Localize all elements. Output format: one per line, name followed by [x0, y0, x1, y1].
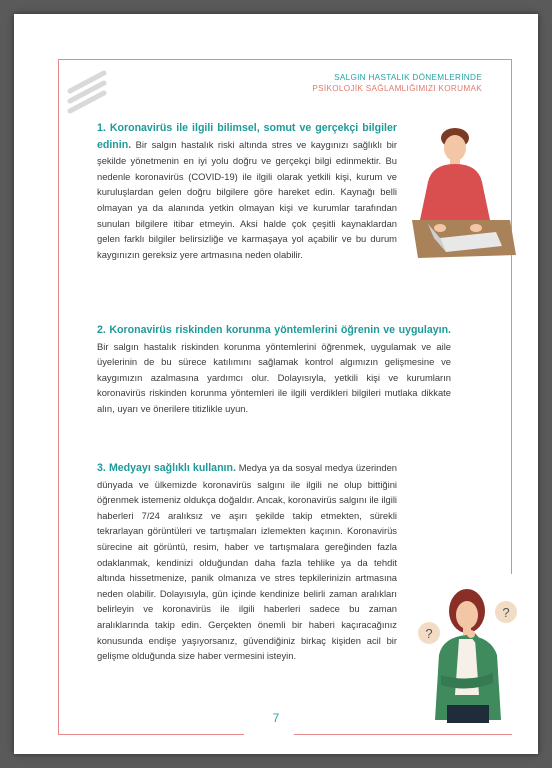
- section-3-title: 3. Medyayı sağlıklı kullanın.: [97, 462, 236, 474]
- page-header: [312, 72, 482, 94]
- section-2: [97, 322, 451, 417]
- section-1-title: 1. Koronavirüs ile ilgili bilimsel, somut ve gerçekçi bilgiler edinin.: [97, 122, 397, 151]
- section-1: [97, 120, 397, 262]
- question-mark-right: ?: [502, 605, 510, 620]
- section-3-body: Medya ya da sosyal medya üzerinden dünyada ve ülkemizde koronavirüs salgını ile ilgili ne olup bittiğini öğrenmek istemeniz oldukça doğaldır. Ancak, koronavirüs salgını ile ilgili haberleri 7/24 aralıksız ve aşırı şekilde takip etmekten, sürekli tekrarlayan görüntüleri ve tartışmaları izlemekten kaçının. Koronavirüs sürecine ait görüntü, resim, haber ve tartışmalara gereğinden fazla odaklanmak, kendinizi olduğundan daha fazla tehlike ya da tehdit altında hissetmenize, panik olmanıza ve stres tepkilerinizin artmasına neden olabilir. Dolayısıyla, gün içinde kendinize belirli zaman aralıkları belirleyin ve koronavirüs ile ilgili haberleri sadece bu zaman aralıklarında takip edin. Gerçekten önemli bir haberi kaçıracağınız konusunda endişe yaşıyorsanız, güvendiğiniz birkaç kişiden acil bir gelişme olduğunda size haber vermesini isteyin.: [97, 462, 397, 662]
- man-with-laptop-illustration: [410, 120, 516, 270]
- section-2-title: 2. Koronavirüs riskinden korunma yöntemlerini öğrenin ve uygulayın.: [97, 324, 451, 336]
- page-number: 7: [272, 711, 280, 725]
- decorative-stripes: [66, 69, 126, 119]
- section-3: [97, 460, 397, 664]
- header-line-2: PSİKOLOJİK SAĞLAMLIĞIMIZI KORUMAK: [312, 84, 482, 93]
- header-line-1: SALGIN HASTALIK DÖNEMLERİNDE: [334, 73, 482, 82]
- woman-thinking-illustration: [413, 585, 523, 725]
- question-mark-left: ?: [425, 626, 433, 641]
- section-1-body: Bir salgın hastalık riski altında stres ve kaygınızı sağlıklı bir şekilde yönetmenin en iyi yolu doğru ve gerçekçi bilgi edinmektir. Bu nedenle koronavirüs (COVID-19) ile ilgili olarak yetkili kişi, kurum ve kuruluşlardan gelen doğru bilgilere göre hareket edin. Kaynağı belli olmayan ya da alanında yetkin olmayan kişi ve kurumlar tarafından sunulan bilgilere itibar etmeyin. Aksi halde çok çeşitli kaynaklardan gelen farklı bilgiler belirsizliğe ve karmaşaya yol açabilir ve bu durum kaygınızın gereksiz yere artmasına neden olabilir.: [97, 138, 397, 260]
- section-2-body: Bir salgın hastalık riskinden korunma yöntemlerini öğrenmek, uygulamak ve aile üyelerinin de bu sürece katılımını sağlamak kontrol algımızın gelişmesine ve kaygımızın azalmasına yardımcı olur. Dolayısıyla, yetkili kişi ve kurumların koronavirüs riskinden korunma yöntemleri ile ilgili verdikleri bilgileri mutlaka dikkate alın, uyarı ve önerilere titizlikle uyun.: [97, 340, 451, 414]
